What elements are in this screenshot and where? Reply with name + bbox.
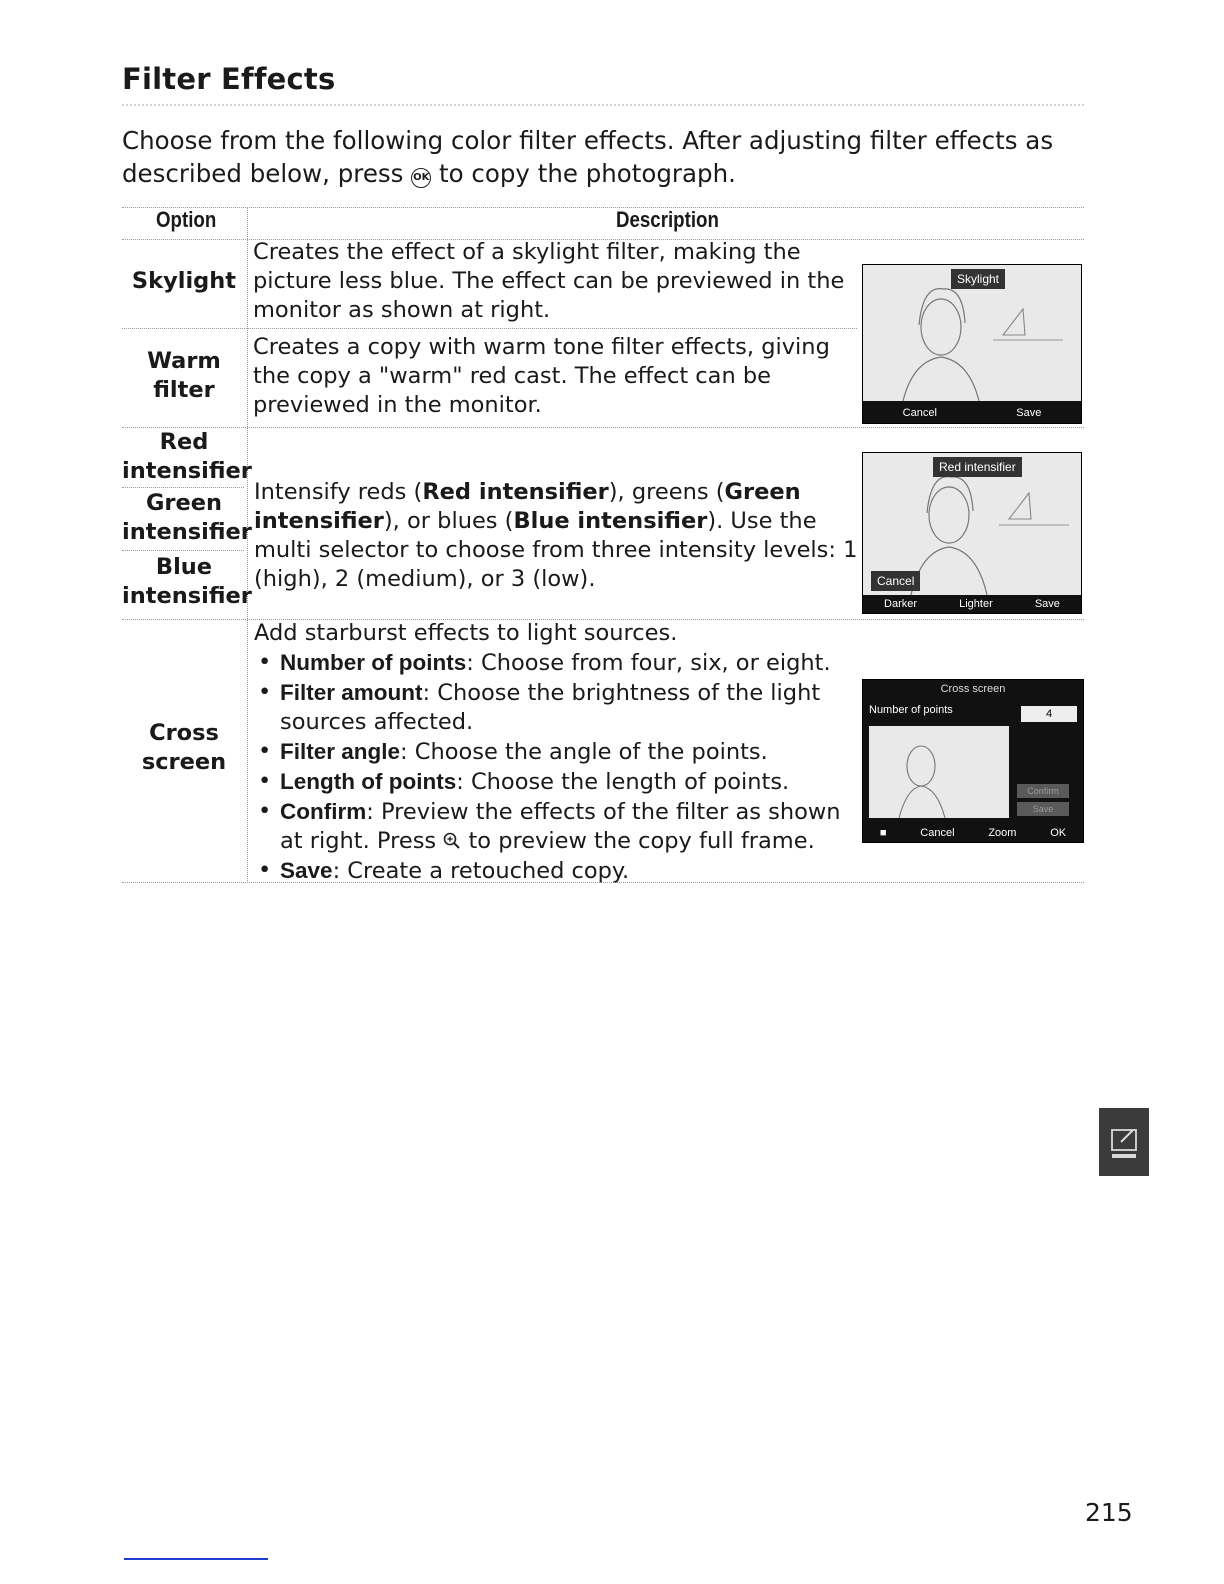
option-warm-line2: filter <box>153 377 215 403</box>
red-intensifier-preview-screen <box>862 452 1082 614</box>
preview-footer-3 <box>863 824 1083 842</box>
ok-button-icon: OK <box>411 168 431 188</box>
title-rule <box>122 104 1084 106</box>
cross-intro: Add starburst effects to light sources. <box>254 620 678 646</box>
intro-text-2: to copy the photograph. <box>439 159 736 188</box>
row-rule-4 <box>122 550 244 551</box>
term-red-intensifier: Red intensifier <box>422 479 609 505</box>
footnote-rule <box>124 1558 268 1560</box>
option-cross-line2: screen <box>141 749 227 775</box>
option-blue-line2: intensifier <box>122 583 252 609</box>
option-green-line2: intensifier <box>122 519 252 545</box>
preview-tag-red-intensifier: Red intensifier <box>933 457 1022 477</box>
preview-photo-3 <box>869 726 1009 818</box>
row-rule-1 <box>122 328 857 329</box>
term-blue-intensifier: Blue intensifier <box>513 508 708 534</box>
number-of-points-label: Number of points <box>869 704 953 716</box>
option-red-line1: Red <box>159 429 209 455</box>
desc-warm-filter: Creates a copy with warm tone filter effects, giving the copy a "warm" red cast. The effect can be previewed in the monitor. <box>253 334 830 418</box>
page-title: Filter Effects <box>122 62 336 96</box>
option-blue-intensifier <box>122 553 252 611</box>
intro-paragraph <box>122 124 1062 190</box>
option-green-line1: Green <box>145 490 223 516</box>
option-blue-line1: Blue <box>155 554 213 580</box>
skylight-preview-screen <box>862 264 1082 424</box>
confirm-item: Confirm <box>1017 784 1069 798</box>
option-cross-screen <box>122 719 246 777</box>
desc-intensifiers: Intensify reds (Red intensifier), greens (Green intensifier), or blues (Blue intensifier). Use the multi selector to choose from three intensity levels: 1 (high), 2 (medium), or 3 (low). <box>254 479 858 592</box>
bullet-number-of-points: • Number of points: Choose from four, six, or eight. <box>258 649 831 676</box>
bullet-filter-amount: • Filter amount: Choose the brightness of the light sources affected. <box>258 679 821 735</box>
retouch-menu-tab-icon <box>1099 1108 1149 1176</box>
ok-hint: OK <box>1050 827 1067 839</box>
cancel-hint-3: Cancel <box>920 827 955 839</box>
term-green-intensifier: Green intensifier <box>254 479 801 534</box>
option-warm-filter <box>122 347 246 405</box>
save-item: Save <box>1017 802 1069 816</box>
preview-footer <box>863 403 1081 423</box>
header-description: Description <box>616 207 719 232</box>
cross-screen-title: Cross screen <box>940 683 1006 695</box>
option-warm-line1: Warm <box>147 348 221 374</box>
option-green-intensifier <box>122 489 252 547</box>
help-icon: ■ <box>879 827 887 839</box>
option-red-intensifier <box>122 428 252 486</box>
portrait-illustration-3 <box>869 726 1009 818</box>
bullet-length-of-points: • Length of points: Choose the length of points. <box>258 768 790 795</box>
bullet-save: • Save: Create a retouched copy. <box>258 857 630 884</box>
desc-cross-screen <box>254 619 854 886</box>
cancel-hint: Cancel <box>902 407 937 419</box>
header-option: Option <box>156 207 217 232</box>
bullet-filter-angle: • Filter angle: Choose the angle of the points. <box>258 738 768 765</box>
lighter-hint: Lighter <box>959 598 993 610</box>
zoom-hint: Zoom <box>988 827 1017 839</box>
points-value: 4 <box>1021 706 1077 722</box>
cancel-hint-2: Cancel <box>871 571 920 591</box>
option-cross-line1: Cross <box>149 720 219 746</box>
desc-skylight: Creates the effect of a skylight filter, making the picture less blue. The effect can be previewed in the monitor as shown at right. <box>253 239 845 323</box>
bullet-confirm: • Confirm: Preview the effects of the filter as shown at right. Press to preview the copy full frame. <box>258 798 841 854</box>
row-rule-2 <box>122 427 1084 428</box>
cross-screen-preview <box>862 679 1084 843</box>
preview-footer-2 <box>863 595 1081 613</box>
row-rule-3 <box>122 487 244 488</box>
intro-text-1: Choose from the following color filter effects. After adjusting filter effects as described below, press <box>122 126 1054 188</box>
save-hint: Save <box>1016 407 1042 419</box>
darker-hint: Darker <box>884 598 918 610</box>
zoom-in-icon <box>443 832 461 850</box>
page-number: 215 <box>1085 1498 1133 1527</box>
preview-tag-skylight: Skylight <box>951 269 1005 289</box>
save-hint-2: Save <box>1034 598 1060 610</box>
retouch-brush-icon <box>1099 1108 1149 1176</box>
column-rule <box>247 207 248 883</box>
option-red-line2: intensifier <box>122 458 252 484</box>
option-skylight: Skylight <box>131 268 237 294</box>
table-top-rule <box>122 207 1084 208</box>
